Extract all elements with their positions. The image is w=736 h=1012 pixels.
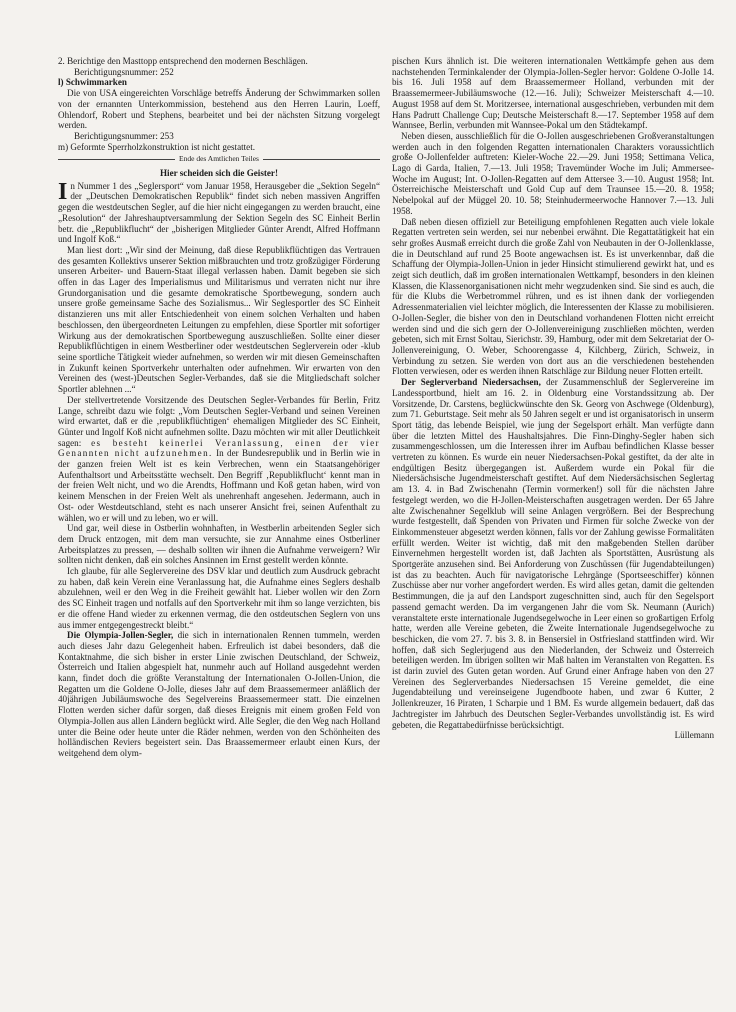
article-paragraph-3 — [58, 395, 380, 523]
spaced-emphasis: es besteht keinerlei Veranlassung, einen der vier Genannten nicht aufzunehmen. — [58, 437, 380, 459]
author-signature: Lüllemann — [674, 730, 714, 741]
two-column-layout — [58, 56, 714, 1006]
section-l-text: Die von USA eingereichten Vorschläge betreffs Änderung der Schwimmarken sollen von der ernannten Unterkommission, bestehend aus den Herren Laurin, Loeff, Ohlendorf, Robert und Stephens, bearbeitet und bei der nächsten Sitzung vorgelegt werden. — [58, 88, 380, 131]
drop-cap: I — [58, 178, 68, 205]
divider-text: Ende des Amtlichen Teiles — [179, 154, 259, 164]
article-paragraph-2: Man liest dort: „Wir sind der Meinung, daß diese Republikflüchtigen das Vertrauen des gesamten Kollektivs unserer Sektion mißbrauchten und trotz großzügiger Förderung unseren Arbeiter- und Bauern-Staat illegal verlassen haben. Damit begeben sie sich offen in das Lager des Imperialismus und Militarismus und verraten nicht nur ihre Grundorganisation und die gesamte demokratische Sportbewegung, sondern auch unsere große gemeinsame Sache des Sozialismus... Wir Seglesportler des SC Einheit distanzieren uns mit aller Entschiedenheit von einem solchen Verhalten und haben beschlossen, den übergeordneten Leitungen zu empfehlen, diese Sportler mit sofortiger Wirkung aus der demokratischen Sportbewegung auszuschließen. Sollte einer dieser Republikflüchtigen in einem Westberliner oder westdeutschen Seglerverein oder -klub seine sportliche Tätigkeit wieder aufnehmen, so werden wir mit diesen Gemeinschaften in Zukunft keinen Sportverkehr unterhalten oder aufnehmen. Wir erwarten von den Vereinen des (west-)Deutschen Segler-Verbandes, daß sie die Mitgliedschaft solcher Sportler ablehnen ...“ — [58, 244, 380, 395]
item-b2: 2. Berichtige den Masttopp entsprechend den modernen Beschlägen. — [58, 56, 308, 66]
right-paragraph-4 — [392, 377, 714, 730]
divider-rule-left — [58, 159, 175, 160]
section-m-text: m) Geformte Sperrholzkonstruktion ist nicht gestattet. — [58, 141, 255, 152]
right-paragraph-1: pischen Kurs ähnlich ist. Die weiteren internationalen Wettkämpfe gehen aus dem nachstehenden Terminkalender der Olympia-Jollen-Segler hervor: Goldene O-Jolle 14. bis 16. Juli 1958 auf dem Braassemermeer Holland, verbunden mit der Braassemermeer-Jubiläumswoche (12.—16. Juli); Schweizer Meisterschaft 4.—10. August 1958 auf dem St. Moritzersee, international ausgeschrieben, verbunden mit dem Hans Padrutt Challenge Cup; Deutsche Meisterschaft 8.—17. September 1958 auf dem Wannsee, Berlin, verbunden mit Wannsee-Pokal um den Städtekampf. — [392, 56, 714, 131]
article-title: Hier scheiden sich die Geister! — [159, 168, 279, 179]
divider-rule-right — [263, 159, 380, 160]
article-paragraph-4: Und gar, weil diese in Ostberlin wohnhaften, in Westberlin arbeitenden Segler sich dem Druck entzogen, mit dem man versuchte, sie zur Annahme eines Ostberliner Arbeitsplatzes zu pressen, — deshalb sollten wir ihnen die Aufnahme verweigern? Wir sollten nicht denken, daß ein solches Ansinnen im Ernst gestellt werden könnte. — [58, 523, 380, 566]
niedersachsen-lead: Der Seglerverband Niedersachsen, — [401, 377, 541, 388]
article-paragraph-6 — [58, 630, 380, 758]
correction-number-252: Berichtigungsnummer: 252 — [74, 66, 174, 77]
official-part-divider — [58, 154, 380, 165]
right-paragraph-2: Neben diesen, ausschließlich für die O-Jollen ausgeschriebenen Großveranstaltungen werden auch in den folgenden Regatten internationalen Charakters voraussichtlich große O-Jollenfelder auftreten: Kieler-Woche 22.—29. Juni 1958; Settimana Velica, Lago di Garda, Italien, 7.—13. Juli 1958; Travemünder Woche im Juli; Ammersee-Woche im August; Int. O-Jollen-Regatten auf dem Attersee 3.—10. August 1958; Int. Österreichische Meisterschaft und Gold Cup auf dem Traunsee 15.—20. 8. 1958; Nebelpokal auf der Müggel 20. 10. 58; Steinhudermeerwoche Hannover 7.—13. Juli 1958. — [392, 130, 714, 216]
section-l-heading: l) Schwimmarken — [58, 77, 127, 88]
left-column — [58, 56, 380, 1006]
olympia-lead: Die Olympia-Jollen-Segler, — [67, 630, 174, 641]
paragraph-3a-text: Der stellvertretende Vorsitzende des Deutschen Segler-Verbandes für Berlin, Fritz Lange, schreibt dazu wie folgt: „Vom Deutschen Segler-Verband und seinen Vereinen wird erwartet, daß er die ‚republikflüchtigen‘ ehemaligen Mitglieder des SC Einheit, Günter und Ingolf Koß nicht aufnehmen sollte. Dazu möchten wir mit aller Deutlichkeit sagen: — [58, 394, 380, 448]
article-paragraph-5: Ich glaube, für alle Seglervereine des DSV klar und deutlich zum Ausdruck gebracht zu haben, daß kein Verein eine Veranlassung hat, die Aufnahme eines Seglers deshalb abzulehnen, weil er den Weg in die Freiheit gewählt hat. Lieber wollen wir den Zorn des SC Einheit tragen und notfalls auf den Sportverkehr mit ihm so lange verzichten, bis er die offene Hand wieder zu erkennen vermag, die den ostdeutschen Seglern von uns aus immer entgegengestreckt bleibt.“ — [58, 566, 380, 630]
article-paragraph-1 — [58, 178, 380, 245]
paragraph-3b-text: In der Bundesrepublik und in Berlin wie in der ganzen freien Welt ist es kein Verbrechen, wenn ein Staatsangehöriger Aufenthaltsort und Arbeitsstätte wechselt. Den Begriff ‚Republikflucht‘ kennt man in der freien Welt nicht, und wo die Arendts, Hoffmann und Koß getan haben, wird von keinem Menschen in der Freien Welt als unehrenhaft angesehen. Jedermann, auch in Ost- oder Westdeutschland, steht es nach unserer Ansicht frei, seinen Aufenthalt zu wählen, wo er will und zu leben, wo er will. — [58, 448, 380, 523]
right-paragraph-3: Daß neben diesen offiziell zur Beteiligung empfohlenen Regatten auch viele lokale Regatten vertreten sein werden, sei nur nebenbei erwähnt. Die Regattatätigkeit hat ein sehr großes Ausmaß erreicht durch die große Zahl von Neubauten in der O-Jollenklasse, die in Deutschland auf rund 25 Boote angewachsen ist. Es ist unverkennbar, daß die Schaffung der Olympia-Jollen-Union in jeder Hinsicht stimulierend gewirkt hat, und es zeigt sich deutlich, daß im großen internationalen Wettkampf, besonders in den kleinen Klassen, die Klassenorganisationen nicht mehr wegzudenken sind. Sie sind es auch, die für die Klubs die Werbetrommel rühren, und es ist ihnen dank der vorliegenden Adressenmaterialien viel leichter möglich, die Interessenten der Klasse zu mobilisieren. O-Jollen-Segler, die bisher von den in Deutschland vorhandenen Flotten nicht erreicht werden sind und die sich gern der O-Jollenvereinigung zuschließen möchten, werden gebeten, sich mit Ernst Soltau, Sierichstr. 39, Hamburg, oder mit dem Sekretariat der O-Jollenvereinigung, O. Weber, Schoorengasse 4, Kilchberg, Zürich, Schweiz, in Verbindung zu setzen. Sie werden von dort aus an die verschiedenen bestehenden Flotten verwiesen, oder es werden ihnen Ratschläge zur Bildung neuer Flotten erteilt. — [392, 216, 714, 377]
paragraph-4-text: der Zusammenschluß der Seglervereine im Landessportbund, hielt am 16. 2. in Oldenburg eine Vorstandssitzung ab. Der Vorsitzende, Dr. Carstens, beglückwünschte den Sk. Georg von Aschwege (Oldenburg), zum 71. Geburtstage. Seit mehr als 50 Jahren segelt er und ist organisatorisch in unserm Sport tätig, das lebende Beispiel, wie jung der Segelsport erhält. Man verfügte dann über die letzten Mittel des Haushaltsjahres. Die Finn-Dinghy-Segler haben sich zusammengeschlossen, um die Interessen ihrer im Aufbau befindlichen Klasse besser vertreten zu können. Es wurde ein neuer Niedersachsen-Pokal gestiftet, da der alte in endgültigen Besitz übergegangen ist. Außerdem wurde ein Pokal für die Niedersächsische Jugendmeisterschaft gestiftet. Auf dem Niedersächsischen Seglertag am 13. 4. in Bad Zwischenahn (Termin vormerken!) soll für die nächsten Jahre festgelegt werden, wo die H-Jollen-Meisterschaften ausgetragen werden. Der 65 Jahre alte Zwischenahner Segelklub will seine Anlagen vergrößern. Bei der Besprechung wurde festgestellt, daß Spenden von Privaten und Firmen für solche Zwecke von der Einkommensteuer abgesetzt werden können, falls vor der Zahlung gewisse Formalitäten erfüllt werden. Weiter ist wichtig, daß mit den maßgebenden Stellen darüber Einvernehmen hergestellt worden ist, daß Jachten als Sportstätten, Ausrüstung als Sportgeräte anzusehen sind. Bei Anforderung von Zuschüssen (für Jugendabteilungen) ist das zu beachten. Auch für navigatorische Lehrgänge (Sportseeschiffer) können Zuschüsse aber nur vorher angefordert werden. Es wird alles getan, damit die geltenden Bestimmungen, die ja auf den Landsport zugeschnitten sind, auch für den Segelsport passend gemacht werden. Da im vergangenen Jahr die vom Sk. Neumann (Aurich) veranstaltete erste internationale Jugendsegelwoche in Leer einen so großartigen Erfolg hatte, werden alle Vereine gebeten, die Zweite Internationale Jugendsegelwoche zu beschicken, die vom 27. 7. bis 3. 8. in Bensersiel in Ostfriesland stattfinden wird. Wir hoffen, daß sich Seglerjugend aus den Niederlanden, der Schweiz und Österreich beteiligen werden. Im übrigen sollten wir Maß halten im Veranstalten von Regatten. Es ist darin zuviel des Guten getan worden. Auf Grund einer Anfrage haben von den 27 Vereinen des Seglerverbandes Niedersachsen 15 Vereine gemeldet, die eine Jugendabteilung und vereinseigene Jugendboote haben, und zwar 6 Kutter, 2 Jollenkreuzer, 16 Piraten, 1 Scharpie und 1 BM. Es wurde allgemein bedauert, daß das Jachtregister im Jahrbuch des Deutschen Segler-Verbandes unvollständig ist. Es wird gebeten, die Regattabedürfnisse berücksichtigt. — [392, 377, 714, 730]
correction-number-253: Berichtigungsnummer: 253 — [74, 130, 174, 141]
right-column — [392, 56, 714, 1006]
paragraph-1-text: n Nummer 1 des „Seglersport“ vom Januar 1958, Herausgeber die „Sektion Segeln“ der „Deutschen Demokratischen Republik“ findet sich neben massiven Angriffen gegen die westdeutschen Segler, auf die hier nicht eingegangen zu werden braucht, eine „Resolution“ der Jahreshauptversammlung der Sektion Segeln des SC Einheit Berlin betr. die „Republikflucht“ der „bisherigen Mitglieder Günter Arendt, Alfred Hoffmann und Ingolf Koß.“ — [58, 180, 380, 245]
paragraph-6-text: die sich in internationalen Rennen tummeln, werden auch dieses Jahr dazu Gelegenheit haben. Erfreulich ist dabei besonders, daß die Kontaktnahme, die sich bisher in erster Linie zwischen Deutschland, der Schweiz, Österreich und Italien abgespielt hat, nunmehr auch auf Holland ausgedehnt werden kann, findet doch die größte Veranstaltung der Internationalen O-Jollen-Union, die Regatten um die Goldene O-Jolle, dieses Jahr auf dem Braassemermeer anläßlich der 40jährigen Jubiläumswoche des Segelvereins Braassemermeer statt. Die einzelnen Flotten werden sicher dafür sorgen, daß dieses Ereignis mit einem großen Feld von Olympia-Jollen aus allen Ländern beglückt wird. Alle Segler, die den Weg nach Holland unter die Beine oder heute unter die Räder nehmen, werden von den Schönheiten des holländischen Reviers begeistert sein. Das Braassemermeer erlaubt einen Kurs, der weitgehend dem olym- — [58, 630, 380, 758]
